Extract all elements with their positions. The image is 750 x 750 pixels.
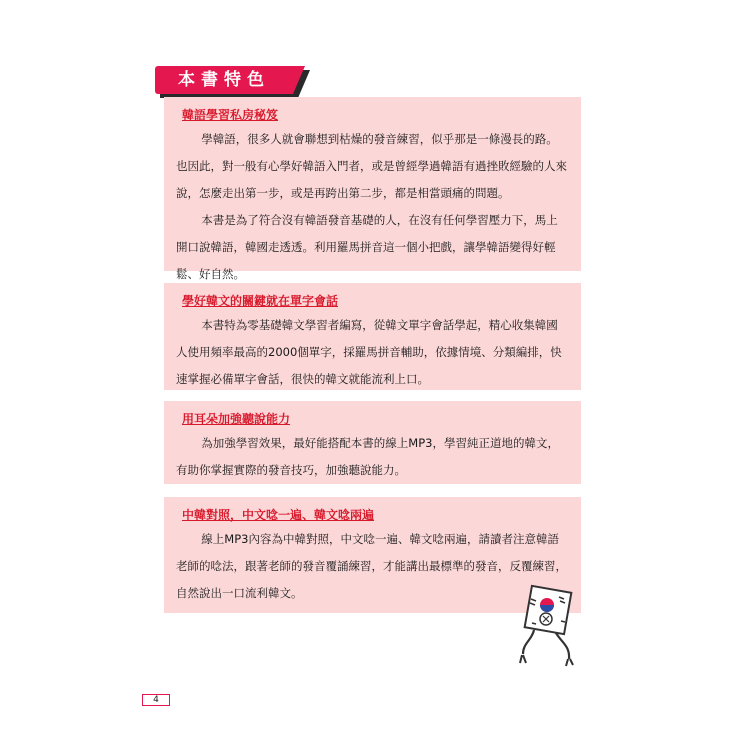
feature-paragraph: 為加強學習效果，最好能搭配本書的線上MP3，學習純正道地的韓文，有助你掌握實際的發音技巧，加強聽說能力。 [176, 436, 559, 477]
feature-title: 用耳朵加強聽說能力 [182, 412, 291, 426]
feature-title: 學好韓文的關鍵就在單字會話 [182, 294, 339, 308]
feature-box-3 [164, 401, 581, 484]
mascot-illustration [515, 583, 577, 668]
feature-paragraph: 學韓語，很多人就會聯想到枯燥的發音練習，似乎那是一條漫長的路。也因此，對一般有心學好韓語入門者，或是曾經學過韓語有過挫敗經驗的人來說，怎麼走出第一步，或是再跨出第二步，都是相當頭痛的問題。 [176, 132, 567, 200]
page-title: 本書特色 [178, 70, 270, 90]
feature-title: 中韓對照，中文唸一遍、韓文唸兩遍 [182, 508, 375, 522]
korean-flag-character-icon [520, 586, 573, 666]
feature-box-1 [164, 97, 581, 281]
page-number: 4 [142, 694, 170, 706]
feature-paragraph: 本書特為零基礎韓文學習者編寫，從韓文單字會話學起，精心收集韓國人使用頻率最高的2000個單字，採羅馬拼音輔助，依據情境、分類編排，快速掌握必備單字會話，很快的韓文就能流利上口。 [176, 318, 562, 386]
feature-paragraph: 線上MP3內容為中韓對照，中文唸一遍、韓文唸兩遍，請讀者注意韓語老師的唸法，跟著老師的發音覆誦練習，才能講出最標準的發音，反覆練習，自然說出一口流利韓文。 [176, 532, 567, 600]
feature-box-2 [164, 283, 581, 390]
feature-paragraph: 本書是為了符合沒有韓語發音基礎的人，在沒有任何學習壓力下，馬上開口說韓語，韓國走透透。利用羅馬拼音這一個小把戲，讓學韓語變得好輕鬆、好自然。 [176, 213, 558, 281]
feature-title: 韓語學習私房秘笈 [182, 108, 279, 122]
